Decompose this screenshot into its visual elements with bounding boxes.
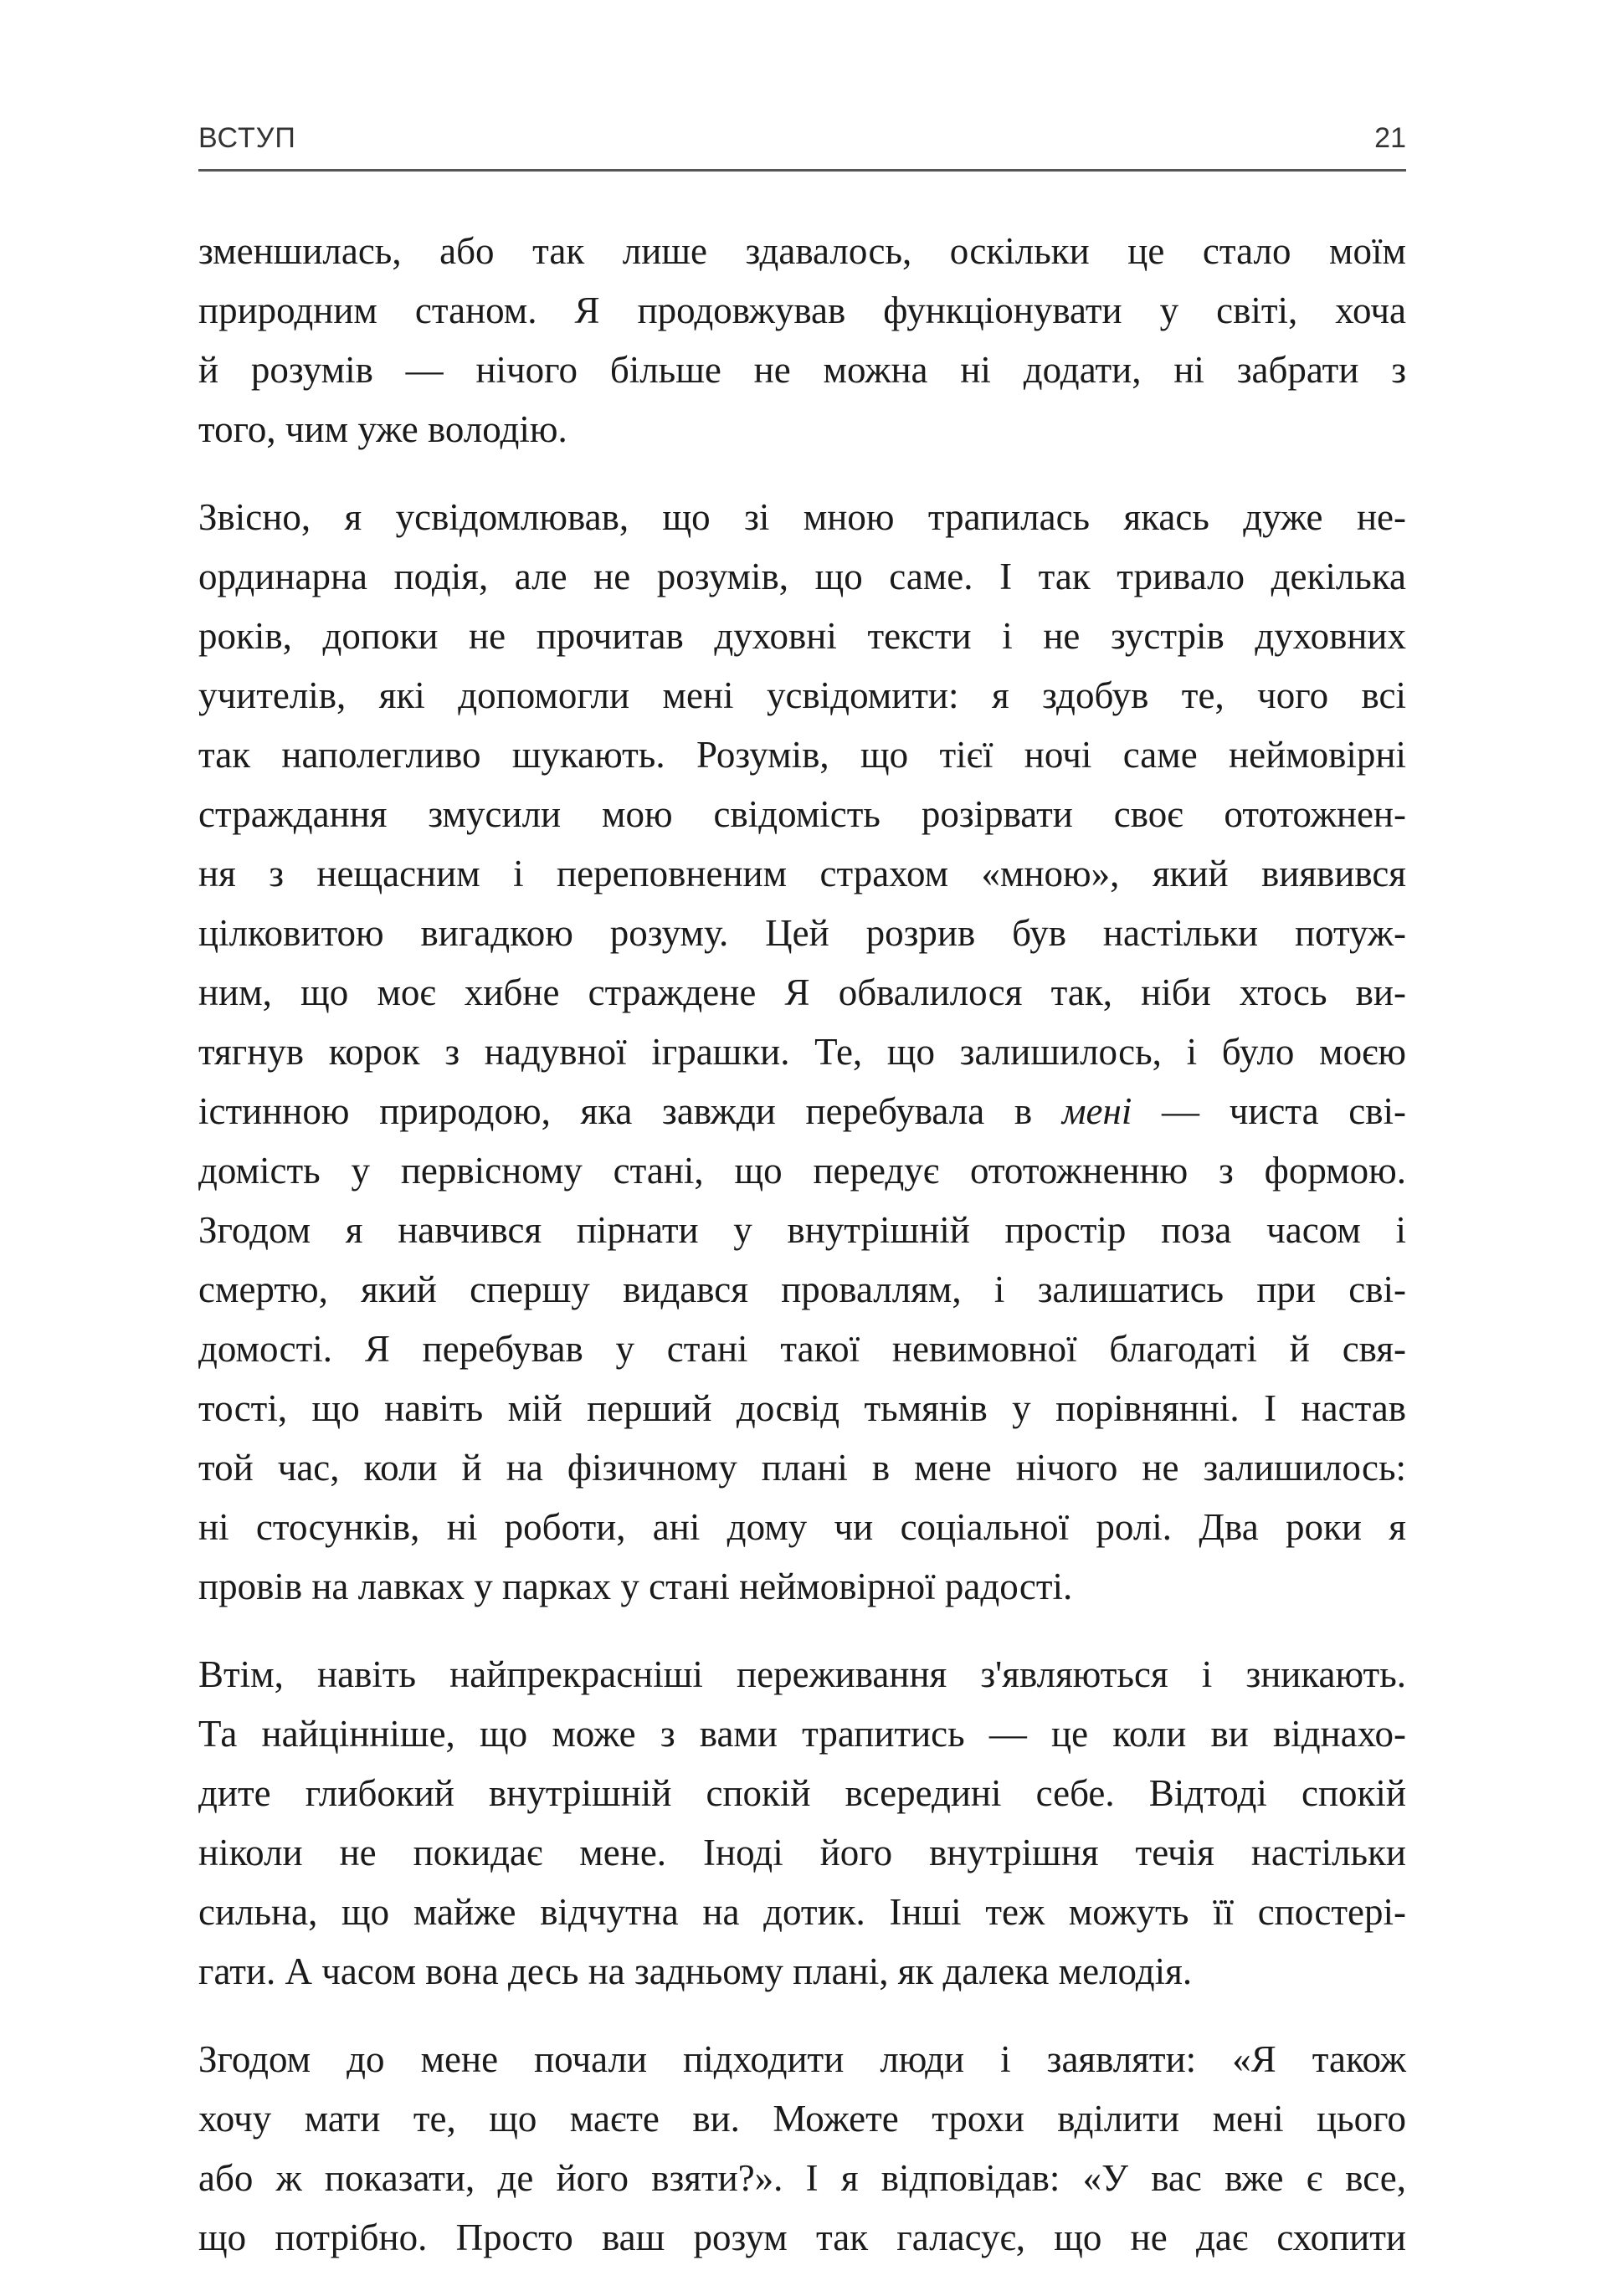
text-segment: так наполегливо шукають. Розумів, що тієї ночі саме неймовірні <box>198 734 1406 776</box>
text-line <box>198 1379 1406 1438</box>
text-segment: учителів, які допомогли мені усвідомити: я здобув те, чого всі <box>198 674 1406 716</box>
text-line <box>198 1645 1406 1704</box>
text-line <box>198 607 1406 666</box>
text-segment: дите глибокий внутрішній спокій всередині себе. Відтоді спокій <box>198 1772 1406 1814</box>
text-segment: цілковитою вигадкою розуму. Цей розрив був настільки потуж- <box>198 912 1406 954</box>
text-segment: й розумів — нічого більше не можна ні додати, ні забрати з <box>198 349 1406 391</box>
text-segment: тості, що навіть мій перший досвід тьмянів у порівнянні. І настав <box>198 1387 1406 1429</box>
text-segment: що потрібно. Просто ваш розум так галасує, що не дає схопити <box>198 2217 1406 2258</box>
text-line <box>198 488 1406 547</box>
text-line <box>198 400 1406 459</box>
text-line <box>198 547 1406 607</box>
text-segment: або ж показати, де його взяти?». І я відповідав: «У вас вже є все, <box>198 2157 1406 2199</box>
text-segment: ня з нещасним і переповненим страхом «мною», який виявився <box>198 853 1406 894</box>
text-segment: смертю, який спершу видався проваллям, і залишатись при сві- <box>198 1268 1406 1310</box>
text-segment: хочу мати те, що маєте ви. Можете трохи вділити мені цього <box>198 2098 1406 2140</box>
text-line <box>198 904 1406 963</box>
text-segment: ні стосунків, ні роботи, ані дому чи соціальної ролі. Два роки я <box>198 1506 1406 1548</box>
text-segment: Звісно, я усвідомлював, що зі мною трапилась якась дуже не- <box>198 496 1406 538</box>
text-segment: того, чим уже володію. <box>198 408 567 450</box>
text-line <box>198 1498 1406 1557</box>
emphasized-text: мені <box>1061 1090 1132 1132</box>
text-segment: ніколи не покидає мене. Іноді його внутрішня течія настільки <box>198 1832 1406 1873</box>
text-line <box>198 725 1406 785</box>
body-text <box>198 222 1406 2296</box>
page-number: 21 <box>1374 122 1406 154</box>
text-segment: зменшилась, або так лише здавалось, оскільки це стало моїм <box>198 230 1406 272</box>
text-line <box>198 1260 1406 1320</box>
text-segment: природним станом. Я продовжував функціонувати у світі, хоча <box>198 290 1406 331</box>
text-line <box>198 341 1406 400</box>
text-line <box>198 844 1406 904</box>
text-segment: — чиста сві- <box>1132 1090 1406 1132</box>
header-rule <box>198 169 1406 172</box>
text-segment: домість у первісному стані, що передує ототожненню з формою. <box>198 1150 1406 1192</box>
text-segment: провів на лавках у парках у стані неймовірної радості. <box>198 1566 1073 1607</box>
text-line <box>198 1438 1406 1498</box>
text-line <box>198 1823 1406 1883</box>
paragraph <box>198 222 1406 459</box>
paragraph <box>198 488 1406 1617</box>
running-header <box>198 122 1406 159</box>
text-line <box>198 1141 1406 1201</box>
text-line <box>198 666 1406 725</box>
paragraph <box>198 1645 1406 2001</box>
text-segment: тягнув корок з надувної іграшки. Те, що залишилось, і було моєю <box>198 1031 1406 1073</box>
text-line <box>198 1883 1406 1942</box>
text-line <box>198 1320 1406 1379</box>
text-line <box>198 2030 1406 2089</box>
text-segment: ним, що моє хибне страждене Я обвалилося так, ніби хтось ви- <box>198 971 1406 1013</box>
text-segment: Втім, навіть найпрекрасніші переживання з'являються і зникають. <box>198 1653 1406 1695</box>
text-segment: Згодом я навчився пірнати у внутрішній простір поза часом і <box>198 1209 1406 1251</box>
text-line <box>198 1557 1406 1617</box>
text-segment: той час, коли й на фізичному плані в мене нічого не залишилось: <box>198 1447 1406 1489</box>
text-line <box>198 222 1406 281</box>
text-line <box>198 1764 1406 1823</box>
text-line <box>198 1082 1406 1141</box>
text-line <box>198 1022 1406 1082</box>
text-line <box>198 281 1406 341</box>
text-line <box>198 2208 1406 2268</box>
text-line <box>198 2089 1406 2149</box>
text-segment: Згодом до мене почали підходити люди і заявляти: «Я також <box>198 2038 1406 2080</box>
text-segment: істинною природою, яка завжди перебувала в <box>198 1090 1062 1132</box>
text-line <box>198 1704 1406 1764</box>
text-line <box>198 785 1406 844</box>
section-title: ВСТУП <box>198 122 296 154</box>
text-segment: страждання змусили мою свідомість розірвати своє ототожнен- <box>198 793 1406 835</box>
text-segment: років, допоки не прочитав духовні тексти і не зустрів духовних <box>198 615 1406 657</box>
paragraph <box>198 2030 1406 2268</box>
text-line <box>198 963 1406 1022</box>
text-segment: сильна, що майже відчутна на дотик. Інші теж можуть її спостері- <box>198 1891 1406 1933</box>
text-segment: домості. Я перебував у стані такої невимовної благодаті й свя- <box>198 1328 1406 1370</box>
text-segment: гати. А часом вона десь на задньому плані, як далека мелодія. <box>198 1950 1193 1992</box>
text-line <box>198 1942 1406 2001</box>
text-line <box>198 1201 1406 1260</box>
text-line <box>198 2149 1406 2208</box>
text-segment: ординарна подія, але не розумів, що саме. І так тривало декілька <box>198 556 1406 597</box>
text-segment: Та найцінніше, що може з вами трапитись — це коли ви віднахо- <box>198 1713 1406 1755</box>
